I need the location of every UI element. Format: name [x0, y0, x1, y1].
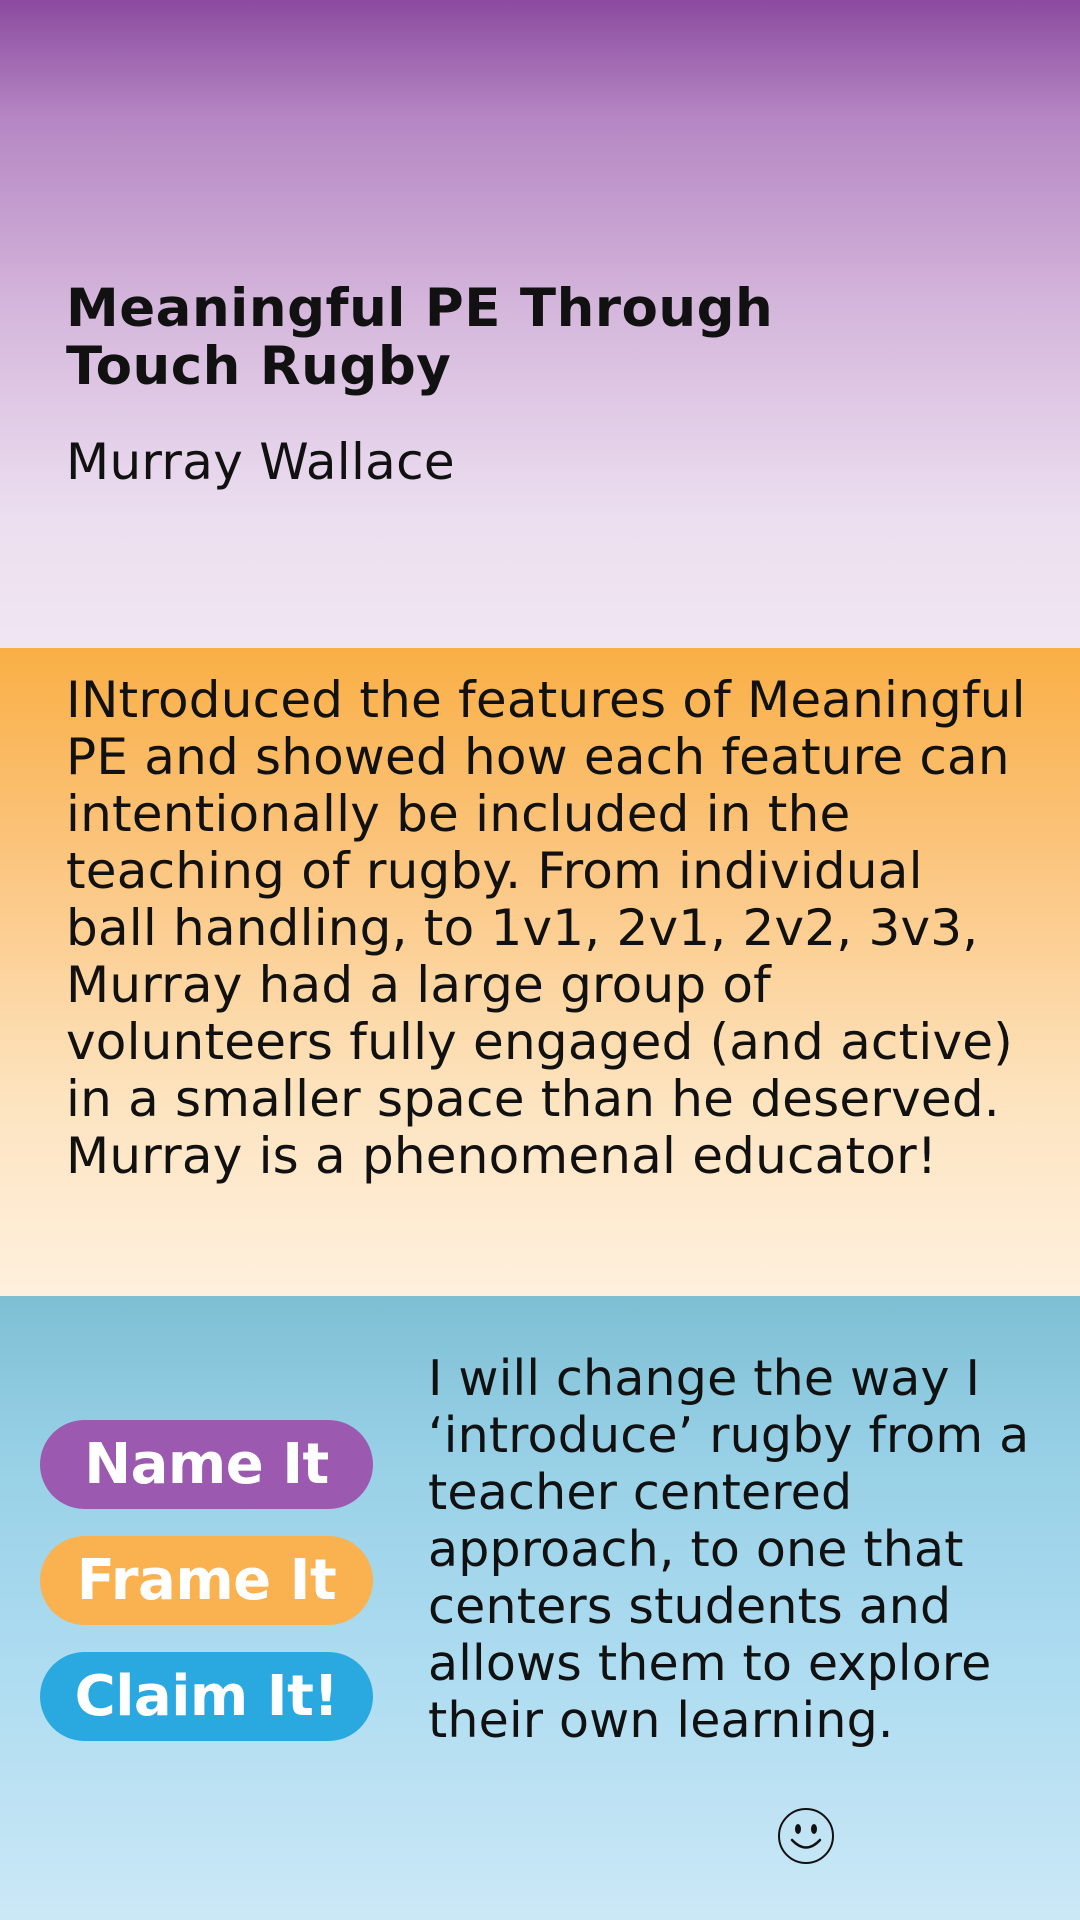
- smiley-face-icon: [777, 1807, 835, 1865]
- summary-text: INtroduced the features of Meaningful PE and showed how each feature can intentionally be included in the teaching of rugby. From individual ball handling, to 1v1, 2v1, 2v2, 3v3, Murray had a large group of volunteers fully engaged (and active) in a smaller space than he deserved. Murray is a phenomenal educator!: [66, 671, 1026, 1185]
- author-name: Murray Wallace: [66, 433, 455, 491]
- header-section: [0, 0, 1080, 648]
- name-it-badge: Name It: [40, 1420, 373, 1509]
- reflection-text: I will change the way I ‘introduce’ rugby from a teacher centered approach, to one that centers students and allows them to explore their own learning.: [428, 1350, 1030, 1749]
- page-title: Meaningful PE Through Touch Rugby: [66, 278, 774, 397]
- frame-it-badge: Frame It: [40, 1536, 373, 1625]
- claim-it-badge: Claim It!: [40, 1652, 373, 1741]
